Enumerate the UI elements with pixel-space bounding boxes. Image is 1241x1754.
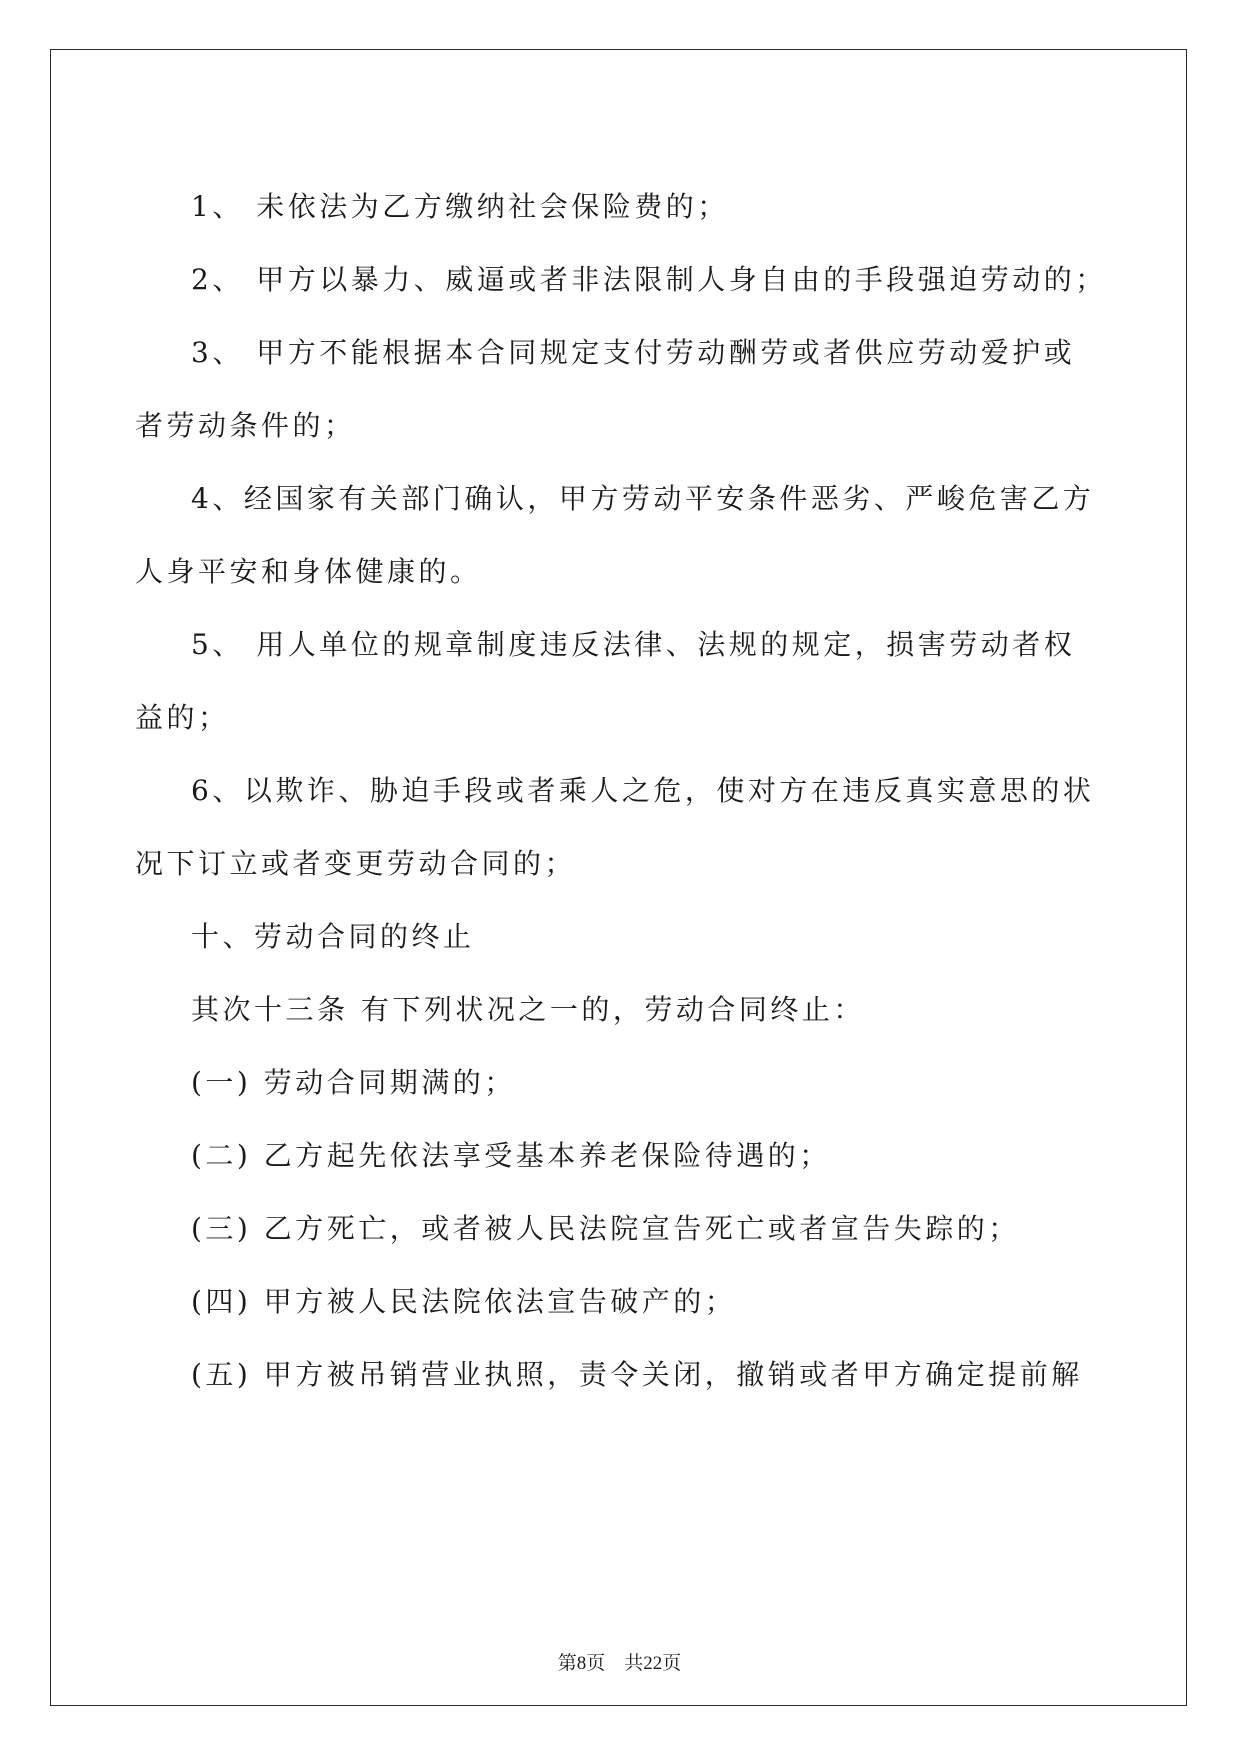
text-line: 6、以欺诈、胁迫手段或者乘人之危，使对方在违反真实意思的状 <box>191 774 1095 807</box>
list-item: (二) 乙方起先依法享受基本养老保险待遇的； <box>191 1139 831 1172</box>
text-line: 5、 用人单位的规章制度违反法律、法规的规定，损害劳动者权 <box>191 628 1076 661</box>
list-item: (五) 甲方被吊销营业执照，责令关闭，撤销或者甲方确定提前解 <box>191 1358 1083 1391</box>
list-item: (一) 劳动合同期满的； <box>191 1066 516 1099</box>
page-number-footer: 第8页 共22页 <box>557 1653 682 1674</box>
list-item: (四) 甲方被人民法院依法宣告破产的； <box>191 1285 737 1318</box>
text-line: 人身平安和身体健康的。 <box>135 555 482 588</box>
section-heading: 十、劳动合同的终止 <box>191 920 475 953</box>
page-frame <box>50 49 1187 1706</box>
text-line: 4、经国家有关部门确认，甲方劳动平安条件恶劣、严峻危害乙方 <box>191 482 1095 515</box>
article-heading: 其次十三条 有下列状况之一的，劳动合同终止： <box>191 993 865 1026</box>
text-line: 1、 未依法为乙方缴纳社会保险费的； <box>191 190 729 223</box>
text-line: 况下订立或者变更劳动合同的； <box>135 847 577 880</box>
text-line: 益的； <box>135 701 230 734</box>
text-line: 者劳动条件的； <box>135 409 356 442</box>
list-item: (三) 乙方死亡，或者被人民法院宣告死亡或者宣告失踪的； <box>191 1212 1020 1245</box>
text-line: 2、 甲方以暴力、威逼或者非法限制人身自由的手段强迫劳动的； <box>191 263 1107 296</box>
text-line: 3、 甲方不能根据本合同规定支付劳动酬劳或者供应劳动爱护或 <box>191 336 1076 369</box>
